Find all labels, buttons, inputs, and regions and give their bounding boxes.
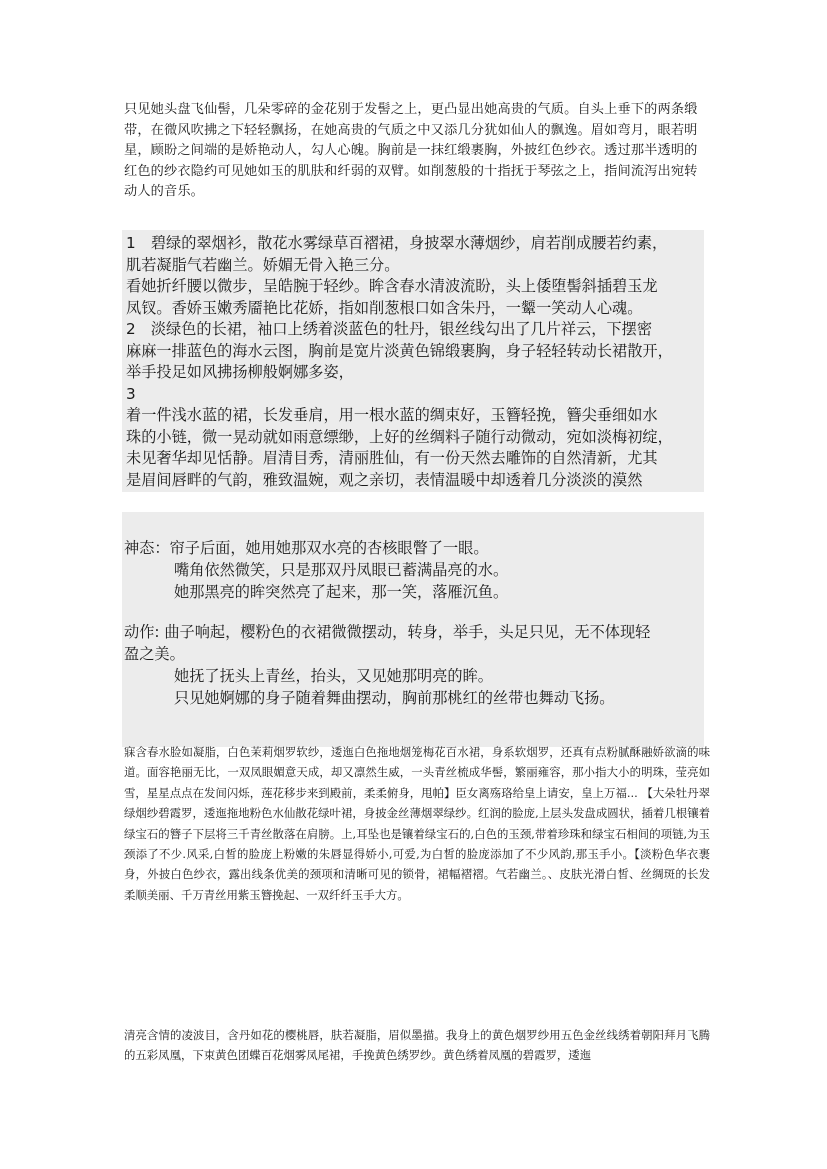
expression-line: 她那黑亮的眸突然亮了起来，那一笑，落雁沉鱼。 — [174, 583, 509, 601]
text-line: 2 淡绿色的长裙，袖口上绣着淡蓝色的牡丹，银丝线勾出了几片祥云，下摆密 — [126, 320, 653, 338]
text-line: 1 碧绿的翠烟衫，散花水雾绿草百褶裙，身披翠水薄烟纱，肩若削成腰若约素， — [126, 234, 668, 252]
paragraph-red-dress: 只见她头盘飞仙髻，几朵零碎的金花别于发髻之上，更凸显出她高贵的气质。自头上垂下的两条缎带，在微风吹拂之下轻轻飘扬，在她高贵的气质之中又添几分犹如仙人的飘逸。眉如弯月，眼若明星，顾盼之间端的是娇艳动人，勾人心魄。胸前是一抹红缎裹胸，外披红色纱衣。透过那半透明的红色的纱衣隐约可见她如玉的肌肤和纤弱的双臂。如削葱般的十指抚于琴弦之上，指间流泻出宛转动人的音乐。 — [124, 102, 698, 199]
action-line: 动作: 曲子响起，樱粉色的衣裙微微摆动，转身，举手，头足只见，无不体现轻 — [124, 623, 651, 641]
shaded-block-expression-action — [122, 512, 704, 747]
text-line: 肌若凝脂气若幽兰。娇媚无骨入艳三分。 — [126, 255, 400, 274]
text-line: 未见奢华却见恬静。眉清目秀，清丽胜仙，有一份天然去雕饰的自然清新，尤其 — [126, 449, 658, 467]
paragraph-court-dress: 寐含春水脸如凝脂，白色茉莉烟罗软纱，逶迤白色拖地烟笼梅花百水裙，身系软烟罗，还真有点粉腻酥融娇欲滴的味道。面容艳丽无比，一双凤眼媚意天成，却又凛然生威，一头青丝梳成华髻，繁丽雍容，那小指大小的明珠，莹亮如雪，星星点点在发间闪烁，莲花移步来到殿前，柔柔俯身，甩帕】臣女离殇珞给皇上请安，皇上万福... 【大朵牡丹翠绿烟纱碧霞罗，逶迤拖地粉色水仙散花绿叶裙，身披金丝薄烟翠绿纱。红润的脸庞,上层头发盘成圆状，插着几根镶着绿宝石的簪子下层将三千青丝散落在肩膀。上,耳坠也是镶着绿宝石的,白色的玉颈,带着珍珠和绿宝石相间的项链,为玉颈添了不少.风采,白皙的脸庞上粉嫩的朱唇显得娇小,可爱,为白皙的脸庞添加了不少风韵,那玉手小。【淡粉色华衣裹身，外披白色纱衣，露出线条优美的颈项和清晰可见的锁骨，裙幅褶褶。气若幽兰。、皮肤光滑白皙、丝绸斑的长发柔顺美丽、千万青丝用紫玉簪挽起、一双纤纤玉手大方。 — [124, 745, 710, 902]
text-line: 举手投足如风拂扬柳般婀娜多姿， — [126, 363, 354, 381]
text-line: 凤钗。香娇玉嫩秀靥艳比花娇，指如削葱根口如含朱丹，一颦一笑动人心魂。 — [126, 298, 643, 317]
text-line: 珠的小链，微一晃动就如雨意缥缈，上好的丝绸料子随行动微动，宛如淡梅初绽， — [126, 427, 673, 446]
text-line: 是眉间唇畔的气韵，雅致温婉，观之亲切，表情温暖中却透着几分淡淡的漠然 — [126, 470, 643, 489]
expression-line: 神态：帘子后面，她用她那双水亮的杏核眼瞥了一眼。 — [124, 539, 489, 557]
text-line: 3 — [126, 384, 136, 403]
paragraph-yellow-dress: 清亮含情的凌波目，含丹如花的樱桃唇，肤若凝脂，眉似墨描。我身上的黄色烟罗纱用五色金丝线绣着朝阳拜月飞腾的五彩凤凰，下束黄色团蝶百花烟雾凤尾裙，手挽黄色绣罗纱。黄色绣着凤凰的碧霞罗，逶迤 — [124, 1028, 710, 1063]
expression-line: 嘴角依然微笑，只是那双丹凤眼已蓄满晶亮的水。 — [174, 561, 509, 579]
action-line: 她抚了抚头上青丝，抬头，又见她那明亮的眸。 — [174, 667, 493, 685]
text-line: 麻麻一排蓝色的海水云图，胸前是宽片淡黄色锦缎裹胸，身子轻轻转动长裙散开， — [126, 341, 673, 360]
action-line: 只见她婀娜的身子随着舞曲摆动，胸前那桃红的丝带也舞动飞扬。 — [174, 689, 615, 707]
shaded-block-dress-descriptions — [122, 230, 704, 492]
action-line: 盈之美。 — [124, 645, 185, 663]
text-line: 着一件浅水蓝的裙，长发垂肩，用一根水蓝的绸束好，玉簪轻挽，簪尖垂细如水 — [126, 406, 658, 424]
text-line: 看她折纤腰以微步，呈皓腕于轻纱。眸含春水清波流盼，头上倭堕髻斜插碧玉龙 — [126, 277, 658, 295]
